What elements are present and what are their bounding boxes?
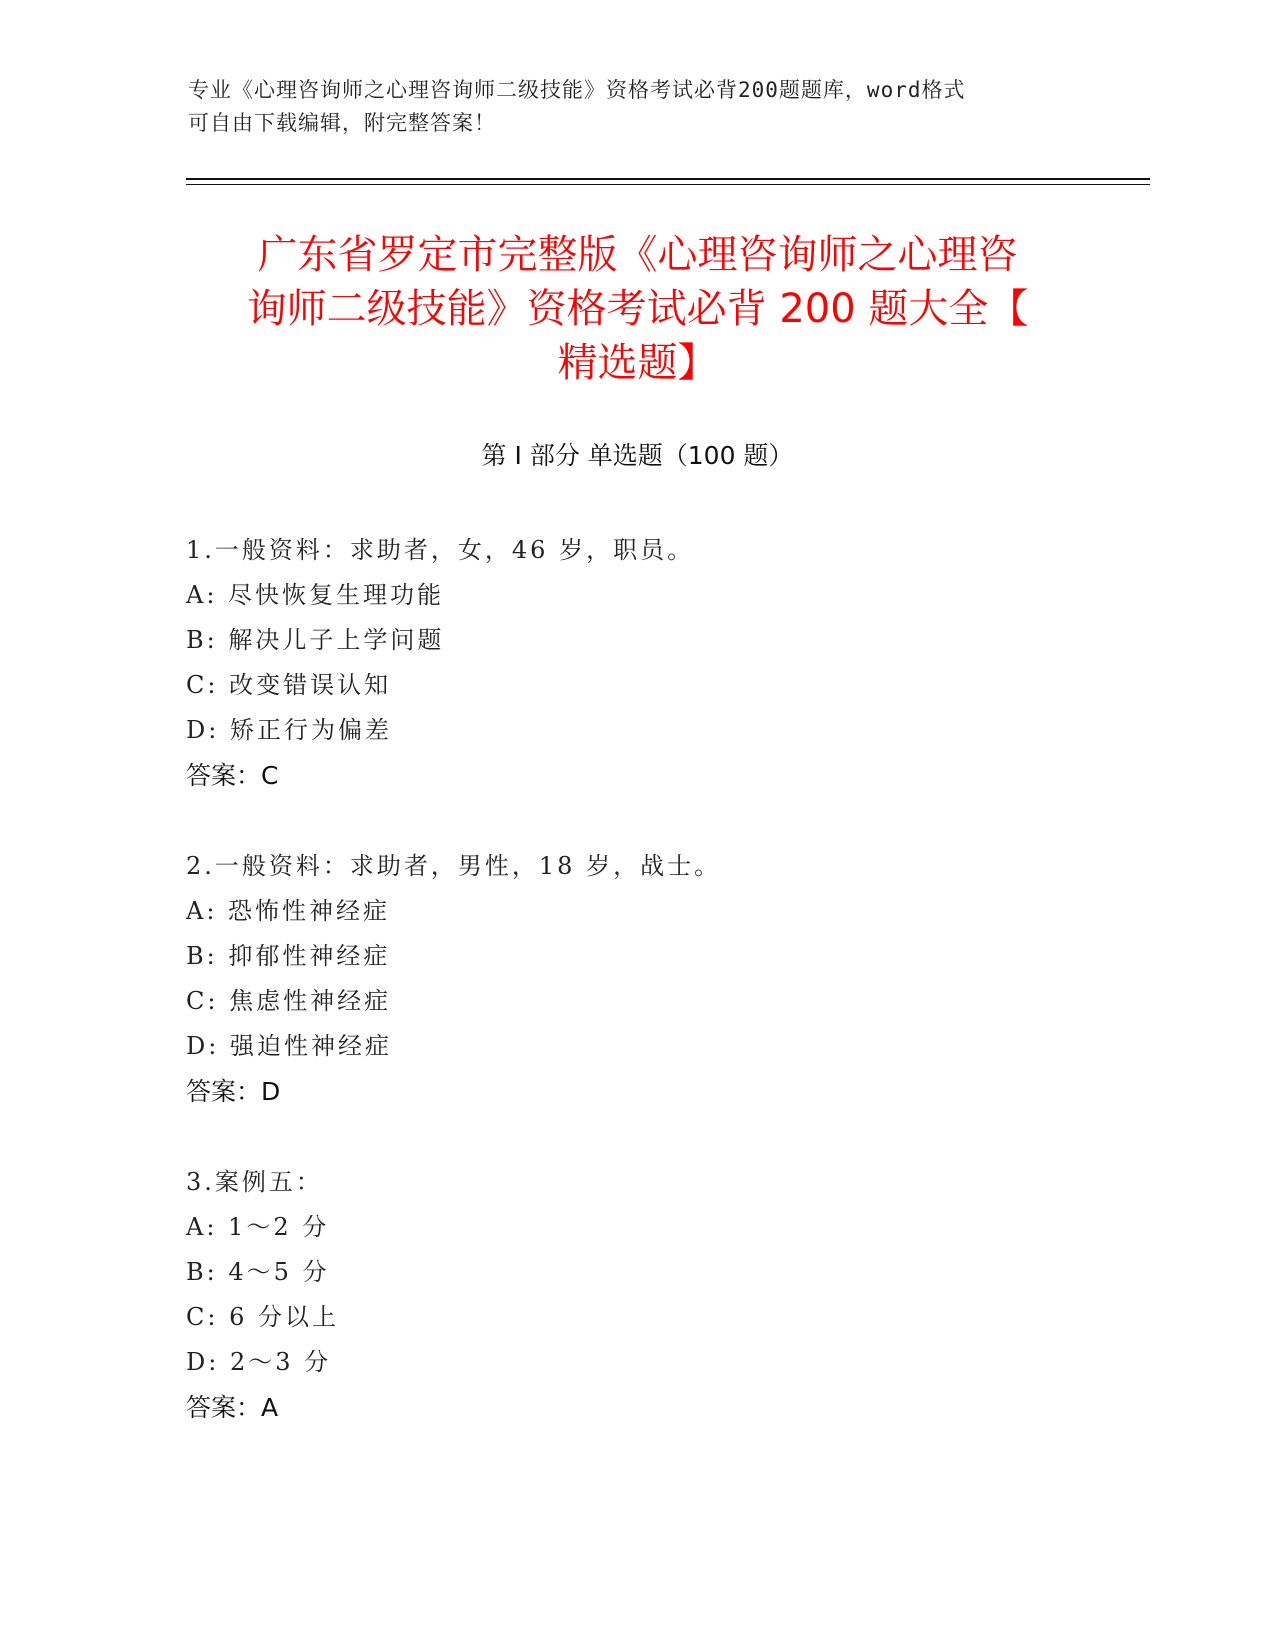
option-b: B: 4～5 分 — [186, 1258, 330, 1286]
question-stem: 1.一般资料：求助者，女，46 岁，职员。 — [186, 536, 695, 564]
question-list — [186, 528, 1086, 1476]
document-title — [190, 228, 1085, 390]
header-note — [188, 74, 1068, 140]
option-d: D: 2～3 分 — [186, 1348, 332, 1376]
option-c: C: 6 分以上 — [186, 1303, 339, 1331]
option-a: A: 1～2 分 — [186, 1213, 330, 1241]
document-title-line-2: 询师二级技能》资格考试必背 200 题大全【 — [246, 286, 1029, 332]
question-item — [186, 844, 1086, 1114]
option-d: D: 强迫性神经症 — [186, 1032, 392, 1060]
header-divider-thin — [186, 184, 1150, 185]
option-a: A: 尽快恢复生理功能 — [186, 581, 445, 609]
section-title: 第 I 部分 单选题（100 题） — [481, 441, 794, 470]
document-title-line-3: 精选题】 — [557, 340, 718, 386]
document-title-line-1: 广东省罗定市完整版《心理咨询师之心理咨 — [257, 232, 1018, 278]
option-a: A: 恐怖性神经症 — [186, 897, 391, 925]
header-divider — [186, 178, 1150, 180]
option-c: C: 焦虑性神经症 — [186, 987, 392, 1015]
option-b: B: 解决儿子上学问题 — [186, 626, 445, 654]
answer: 答案：D — [186, 1077, 281, 1106]
option-d: D: 矫正行为偏差 — [186, 716, 392, 744]
answer: 答案：C — [186, 761, 279, 790]
option-b: B: 抑郁性神经症 — [186, 942, 391, 970]
question-item — [186, 1160, 1086, 1430]
answer: 答案：A — [186, 1393, 279, 1422]
question-stem: 3.案例五： — [186, 1168, 323, 1196]
header-note-line-1: 专业《心理咨询师之心理咨询师二级技能》资格考试必背200题题库，word格式 — [188, 78, 966, 102]
header-note-line-2: 可自由下载编辑，附完整答案！ — [188, 111, 496, 135]
question-item — [186, 528, 1086, 798]
question-stem: 2.一般资料：求助者，男性，18 岁，战士。 — [186, 852, 722, 880]
option-c: C: 改变错误认知 — [186, 671, 392, 699]
